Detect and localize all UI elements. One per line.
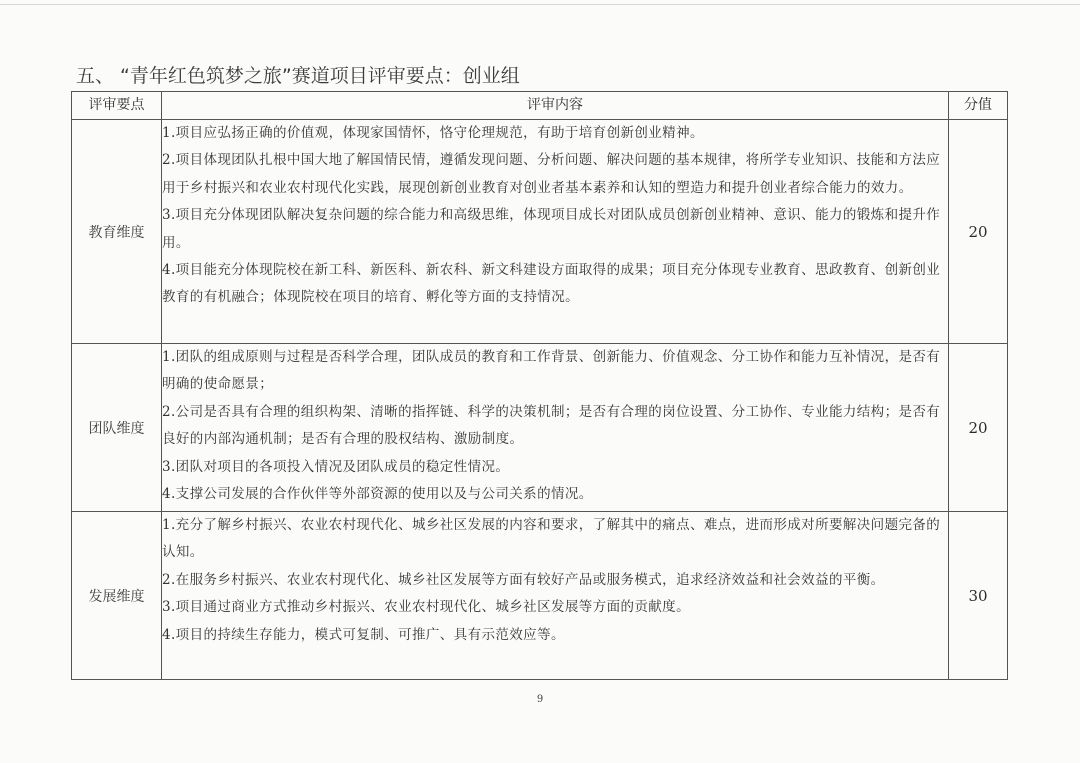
score-value: 20 — [949, 344, 1008, 512]
criteria-item: 3.团队对项目的各项投入情况及团队成员的稳定性情况。 — [162, 458, 510, 475]
criteria-item: 2.在服务乡村振兴、农业农村现代化、城乡社区发展等方面有较好产品或服务模式，追求经济效益和社会效益的平衡。 — [162, 571, 885, 588]
dimension-label: 教育维度 — [72, 120, 162, 344]
section-title: 五、 “青年红色筑梦之旅”赛道项目评审要点：创业组 — [76, 65, 520, 87]
score-value: 30 — [949, 512, 1008, 680]
header-content: 评审内容 — [162, 92, 949, 120]
review-criteria-table — [71, 91, 1008, 680]
dimension-label: 团队维度 — [72, 344, 162, 512]
page-top-rule — [0, 4, 1080, 5]
table-row-development — [72, 512, 1008, 680]
score-value: 20 — [949, 120, 1008, 344]
criteria-item: 4.项目的持续生存能力，模式可复制、可推广、具有示范效应等。 — [162, 626, 565, 643]
criteria-item: 3.项目通过商业方式推动乡村振兴、农业农村现代化、城乡社区发展等方面的贡献度。 — [162, 599, 690, 616]
page-number: 9 — [536, 694, 544, 705]
criteria-content — [162, 344, 949, 512]
table-row-education — [72, 120, 1008, 344]
criteria-content — [162, 120, 949, 344]
criteria-item: 1.充分了解乡村振兴、农业农村现代化、城乡社区发展的内容和要求，了解其中的痛点、难点，进而形成对所要解决问题完备的认知。 — [162, 517, 941, 561]
table-header-row — [72, 92, 1008, 120]
criteria-item: 1.团队的组成原则与过程是否科学合理，团队成员的教育和工作背景、创新能力、价值观念、分工协作和能力互补情况，是否有明确的使命愿景； — [162, 349, 941, 393]
header-criteria: 评审要点 — [72, 92, 162, 120]
criteria-item: 4.支撑公司发展的合作伙伴等外部资源的使用以及与公司关系的情况。 — [162, 486, 593, 503]
dimension-label: 发展维度 — [72, 512, 162, 680]
criteria-item: 2.项目体现团队扎根中国大地了解国情民情，遵循发现问题、分析问题、解决问题的基本规律，将所学专业知识、技能和方法应用于乡村振兴和农业农村现代化实践，展现创新创业教育对创业者基本素养和认知的塑造力和提升创业者综合能力的效力。 — [162, 152, 941, 196]
criteria-item: 4.项目能充分体现院校在新工科、新医科、新农科、新文科建设方面取得的成果；项目充分体现专业教育、思政教育、创新创业教育的有机融合；体现院校在项目的培育、孵化等方面的支持情况。 — [162, 262, 941, 306]
criteria-item: 3.项目充分体现团队解决复杂问题的综合能力和高级思维，体现项目成长对团队成员创新创业精神、意识、能力的锻炼和提升作用。 — [162, 207, 941, 251]
table-row-team — [72, 344, 1008, 512]
criteria-item: 1.项目应弘扬正确的价值观，体现家国情怀，恪守伦理规范，有助于培育创新创业精神。 — [162, 125, 704, 141]
header-score: 分值 — [949, 92, 1008, 120]
criteria-item: 2.公司是否具有合理的组织构架、清晰的指挥链、科学的决策机制；是否有合理的岗位设置、分工协作、专业能力结构；是否有良好的内部沟通机制；是否有合理的股权结构、激励制度。 — [162, 403, 941, 448]
criteria-content — [162, 512, 949, 680]
